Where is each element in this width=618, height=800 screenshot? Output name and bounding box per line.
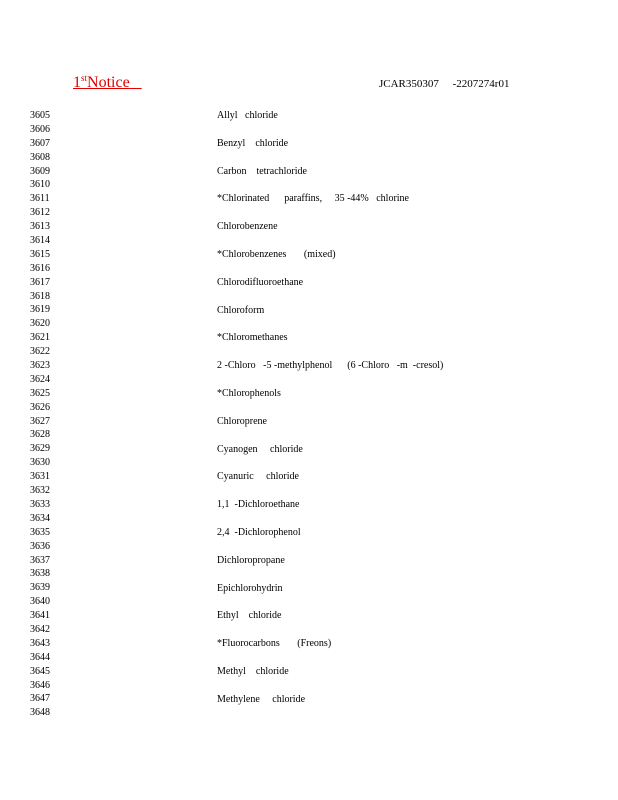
line-number: 3621 xyxy=(30,332,50,344)
chemical-entry: Methylene chloride xyxy=(217,693,306,705)
line-number: 3636 xyxy=(30,540,50,552)
line-number: 3645 xyxy=(30,665,50,677)
line-number: 3607 xyxy=(30,137,50,149)
line-number: 3628 xyxy=(30,429,50,441)
chemical-entry: Chloroprene xyxy=(217,415,267,427)
chemical-list xyxy=(217,109,443,721)
chemical-entry: Methyl chloride xyxy=(217,665,289,677)
line-number: 3644 xyxy=(30,651,50,663)
notice-superscript: st xyxy=(81,73,88,83)
line-number: 3606 xyxy=(30,123,50,135)
line-number: 3617 xyxy=(30,276,50,288)
line-number: 3631 xyxy=(30,471,50,483)
line-number: 3632 xyxy=(30,485,50,497)
line-number: 3630 xyxy=(30,457,50,469)
document-id: JCAR350307 -2207274r01 xyxy=(379,78,510,90)
notice-text: Notice xyxy=(87,74,130,91)
line-number: 3641 xyxy=(30,610,50,622)
chemical-entry: Carbon tetrachloride xyxy=(217,165,307,177)
line-number: 3638 xyxy=(30,568,50,580)
chemical-entry: Ethyl chloride xyxy=(217,610,282,622)
line-number: 3626 xyxy=(30,401,50,413)
line-number: 3637 xyxy=(30,554,50,566)
chemical-entry: 2 -Chloro -5 -methylphenol (6 -Chloro -m -cresol) xyxy=(217,360,444,372)
line-number: 3635 xyxy=(30,526,50,538)
line-number: 3615 xyxy=(30,248,50,260)
line-number: 3616 xyxy=(30,262,50,274)
chemical-entry: Benzyl chloride xyxy=(217,137,289,149)
chemical-entry: *Chloromethanes xyxy=(217,332,288,344)
line-number: 3614 xyxy=(30,235,50,247)
chemical-entry: *Fluorocarbons (Freons) xyxy=(217,638,332,650)
chemical-entry: 1,1 -Dichloroethane xyxy=(217,499,300,511)
line-number: 3611 xyxy=(30,193,50,205)
line-number: 3609 xyxy=(30,165,50,177)
line-number-column xyxy=(30,109,50,720)
line-number: 3629 xyxy=(30,443,50,455)
line-number: 3633 xyxy=(30,498,50,510)
line-number: 3634 xyxy=(30,512,50,524)
line-number: 3605 xyxy=(30,110,50,121)
line-number: 3646 xyxy=(30,679,50,691)
chemical-entry: 2,4 -Dichlorophenol xyxy=(217,526,301,538)
line-number: 3618 xyxy=(30,290,50,302)
chemical-entry: Chlorobenzene xyxy=(217,221,278,233)
chemical-entry: Chlorodifluoroethane xyxy=(217,276,304,288)
chemical-entry: *Chlorobenzenes (mixed) xyxy=(217,248,336,260)
chemical-entry: Cyanuric chloride xyxy=(217,471,299,483)
line-number: 3625 xyxy=(30,387,50,399)
line-number: 3619 xyxy=(30,304,50,316)
line-number: 3608 xyxy=(30,151,50,163)
line-number: 3623 xyxy=(30,360,50,372)
line-number: 3648 xyxy=(30,707,50,719)
line-number: 3647 xyxy=(30,693,50,705)
chemical-entry: Dichloropropane xyxy=(217,554,285,566)
line-number: 3640 xyxy=(30,596,50,608)
line-number: 3624 xyxy=(30,373,50,385)
line-number: 3612 xyxy=(30,207,50,219)
line-number: 3642 xyxy=(30,623,50,635)
line-number: 3639 xyxy=(30,582,50,594)
line-number: 3643 xyxy=(30,637,50,649)
chemical-entry: *Chlorinated paraffins, 35 -44% chlorine xyxy=(217,193,409,205)
line-number: 3622 xyxy=(30,346,50,358)
chemical-entry: *Chlorophenols xyxy=(217,387,281,399)
chemical-entry: Allyl chloride xyxy=(217,110,278,121)
line-number: 3627 xyxy=(30,415,50,427)
line-number: 3620 xyxy=(30,318,50,330)
chemical-entry: Chloroform xyxy=(217,304,265,316)
chemical-entry: Cyanogen chloride xyxy=(217,443,303,455)
notice-title xyxy=(73,73,142,92)
line-number: 3610 xyxy=(30,179,50,191)
line-number: 3613 xyxy=(30,221,50,233)
notice-prefix: 1 xyxy=(73,74,81,91)
chemical-entry: Epichlorohydrin xyxy=(217,582,283,594)
